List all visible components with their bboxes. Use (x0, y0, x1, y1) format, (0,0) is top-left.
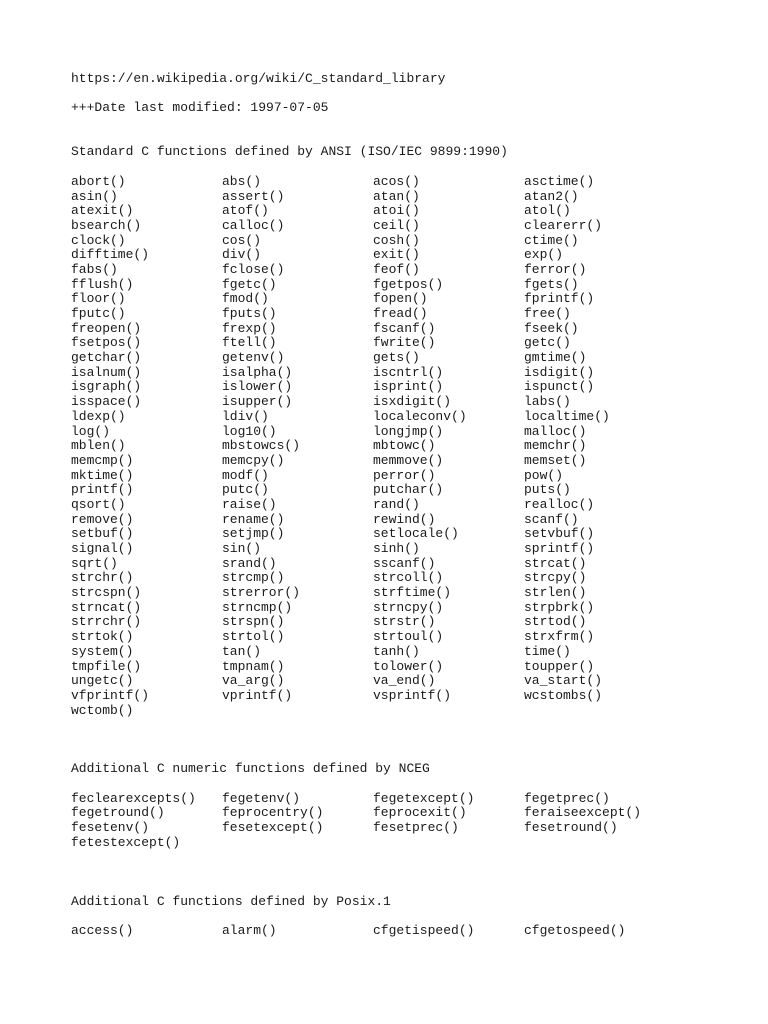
function-name: putchar() (373, 482, 444, 498)
function-name: difftime() (71, 247, 150, 263)
function-name: cosh() (373, 232, 420, 248)
function-name: acos() (373, 173, 420, 189)
function-name: localtime() (524, 408, 610, 424)
function-name: feclearexcepts() (71, 790, 196, 806)
function-name: fegetexcept() (373, 790, 475, 806)
function-name: tan() (222, 643, 262, 659)
function-name: abort() (71, 173, 126, 189)
function-name: clock() (71, 232, 126, 248)
function-name: putc() (222, 482, 269, 498)
function-name: strtod() (524, 614, 587, 630)
function-name: fflush() (71, 276, 134, 292)
function-name: isalpha() (222, 364, 293, 380)
function-name: fopen() (373, 291, 428, 307)
function-name: sin() (222, 541, 262, 557)
function-name: freopen() (71, 320, 142, 336)
function-name: fscanf() (373, 320, 436, 336)
function-name: strncmp() (222, 599, 293, 615)
function-name: scanf() (524, 511, 579, 527)
function-name: fabs() (71, 261, 118, 277)
function-name: exit() (373, 247, 420, 263)
function-name: strcmp() (222, 570, 285, 586)
function-name: strlen() (524, 585, 587, 601)
function-name: ftell() (222, 335, 277, 351)
function-name: setbuf() (71, 526, 134, 542)
function-name: tanh() (373, 643, 420, 659)
function-name: atol() (524, 203, 571, 219)
function-name: vprintf() (222, 687, 293, 703)
function-name: floor() (71, 291, 126, 307)
function-name: fesetenv() (71, 820, 150, 836)
function-name: isspace() (71, 394, 142, 410)
function-name: memcpy() (222, 452, 285, 468)
function-name: tolower() (373, 658, 444, 674)
function-name: memmove() (373, 452, 444, 468)
function-name: printf() (71, 482, 134, 498)
section-heading-posix: Additional C functions defined by Posix.1 (71, 893, 391, 909)
function-name: labs() (524, 394, 571, 410)
function-name: ceil() (373, 217, 420, 233)
function-name: modf() (222, 467, 269, 483)
function-name: strncpy() (373, 599, 444, 615)
function-name: fgetpos() (373, 276, 444, 292)
function-name: iscntrl() (373, 364, 444, 380)
function-name: fclose() (222, 261, 285, 277)
function-name: isxdigit() (373, 394, 452, 410)
function-name: fsetpos() (71, 335, 142, 351)
function-name: fetestexcept() (71, 834, 181, 850)
function-name: sinh() (373, 541, 420, 557)
function-name: setvbuf() (524, 526, 595, 542)
function-name: getchar() (71, 350, 142, 366)
function-name: ctime() (524, 232, 579, 248)
function-name: fseek() (524, 320, 579, 336)
function-name: raise() (222, 496, 277, 512)
function-name: clearerr() (524, 217, 603, 233)
function-name: fgetc() (222, 276, 277, 292)
function-name: tmpfile() (71, 658, 142, 674)
function-name: asctime() (524, 173, 595, 189)
function-name: exp() (524, 247, 564, 263)
function-name: memcmp() (71, 452, 134, 468)
function-name: log() (71, 423, 111, 439)
function-name: rewind() (373, 511, 436, 527)
function-name: sqrt() (71, 555, 118, 571)
function-name: cos() (222, 232, 262, 248)
function-name: sscanf() (373, 555, 436, 571)
function-name: strspn() (222, 614, 285, 630)
function-name: puts() (524, 482, 571, 498)
function-name: atoi() (373, 203, 420, 219)
function-name: sprintf() (524, 541, 595, 557)
function-name: asin() (71, 188, 118, 204)
function-name: fesetprec() (373, 820, 459, 836)
function-name: strrchr() (71, 614, 142, 630)
function-name: strcoll() (373, 570, 444, 586)
function-name: mbstowcs() (222, 438, 301, 454)
function-name: isalnum() (71, 364, 142, 380)
function-name: cfgetospeed() (524, 922, 626, 938)
function-list-ansi (71, 175, 751, 718)
function-name: toupper() (524, 658, 595, 674)
function-name: rand() (373, 496, 420, 512)
function-name: assert() (222, 188, 285, 204)
function-name: cfgetispeed() (373, 922, 475, 938)
function-name: getenv() (222, 350, 285, 366)
function-name: fwrite() (373, 335, 436, 351)
function-name: va_end() (373, 673, 436, 689)
function-name: alarm() (222, 922, 277, 938)
function-name: ldiv() (222, 408, 269, 424)
function-name: strstr() (373, 614, 436, 630)
function-name: fesetexcept() (222, 820, 324, 836)
section-heading-ansi: Standard C functions defined by ANSI (ISO/IEC 9899:1990) (71, 144, 508, 160)
function-name: isdigit() (524, 364, 595, 380)
function-name: longjmp() (373, 423, 444, 439)
function-name: mktime() (71, 467, 134, 483)
function-name: atan2() (524, 188, 579, 204)
function-name: vfprintf() (71, 687, 150, 703)
function-name: qsort() (71, 496, 126, 512)
function-name: fputs() (222, 306, 277, 322)
function-name: feof() (373, 261, 420, 277)
function-name: malloc() (524, 423, 587, 439)
function-name: log10() (222, 423, 277, 439)
function-name: strtok() (71, 629, 134, 645)
function-name: strncat() (71, 599, 142, 615)
function-name: isprint() (373, 379, 444, 395)
function-name: feraiseexcept() (524, 805, 642, 821)
function-name: isgraph() (71, 379, 142, 395)
function-name: setjmp() (222, 526, 285, 542)
function-name: tmpnam() (222, 658, 285, 674)
function-name: fegetenv() (222, 790, 301, 806)
function-name: realloc() (524, 496, 595, 512)
function-name: strchr() (71, 570, 134, 586)
function-name: islower() (222, 379, 293, 395)
function-name: mblen() (71, 438, 126, 454)
function-name: atexit() (71, 203, 134, 219)
function-name: ferror() (524, 261, 587, 277)
function-name: div() (222, 247, 262, 263)
function-list-nceg (71, 792, 751, 851)
function-list-posix (71, 924, 751, 939)
function-name: fesetround() (524, 820, 618, 836)
function-name: va_start() (524, 673, 603, 689)
function-name: strcat() (524, 555, 587, 571)
function-name: system() (71, 643, 134, 659)
function-name: bsearch() (71, 217, 142, 233)
function-name: isupper() (222, 394, 293, 410)
function-name: fgets() (524, 276, 579, 292)
function-name: perror() (373, 467, 436, 483)
function-name: wcstombs() (524, 687, 603, 703)
function-name: gmtime() (524, 350, 587, 366)
document-page (71, 72, 751, 939)
function-name: strtoul() (373, 629, 444, 645)
function-name: gets() (373, 350, 420, 366)
function-name: ungetc() (71, 673, 134, 689)
function-name: setlocale() (373, 526, 459, 542)
source-url: https://en.wikipedia.org/wiki/C_standard_library (71, 71, 446, 86)
function-name: fread() (373, 306, 428, 322)
function-name: getc() (524, 335, 571, 351)
function-name: ldexp() (71, 408, 126, 424)
function-name: signal() (71, 541, 134, 557)
function-name: strpbrk() (524, 599, 595, 615)
function-name: vsprintf() (373, 687, 452, 703)
function-name: feprocentry() (222, 805, 324, 821)
function-name: localeconv() (373, 408, 467, 424)
function-name: strtol() (222, 629, 285, 645)
function-name: fegetprec() (524, 790, 610, 806)
function-name: va_arg() (222, 673, 285, 689)
function-name: atof() (222, 203, 269, 219)
date-modified-line: +++Date last modified: 1997-07-05 (71, 100, 329, 116)
function-name: free() (524, 306, 571, 322)
function-name: strcspn() (71, 585, 142, 601)
function-name: strftime() (373, 585, 452, 601)
section-heading-nceg: Additional C numeric functions defined by NCEG (71, 761, 430, 777)
function-name: strerror() (222, 585, 301, 601)
function-name: access() (71, 922, 134, 938)
function-name: memchr() (524, 438, 587, 454)
function-name: pow() (524, 467, 564, 483)
function-name: abs() (222, 173, 262, 189)
function-name: strcpy() (524, 570, 587, 586)
function-name: feprocexit() (373, 805, 467, 821)
function-name: time() (524, 643, 571, 659)
function-name: atan() (373, 188, 420, 204)
function-name: mbtowc() (373, 438, 436, 454)
function-name: fputc() (71, 306, 126, 322)
function-name: rename() (222, 511, 285, 527)
function-name: fegetround() (71, 805, 165, 821)
function-name: remove() (71, 511, 134, 527)
function-name: memset() (524, 452, 587, 468)
function-name: fprintf() (524, 291, 595, 307)
function-name: fmod() (222, 291, 269, 307)
function-name: strxfrm() (524, 629, 595, 645)
function-name: wctomb() (71, 702, 134, 718)
function-name: calloc() (222, 217, 285, 233)
function-name: frexp() (222, 320, 277, 336)
function-name: ispunct() (524, 379, 595, 395)
function-name: srand() (222, 555, 277, 571)
